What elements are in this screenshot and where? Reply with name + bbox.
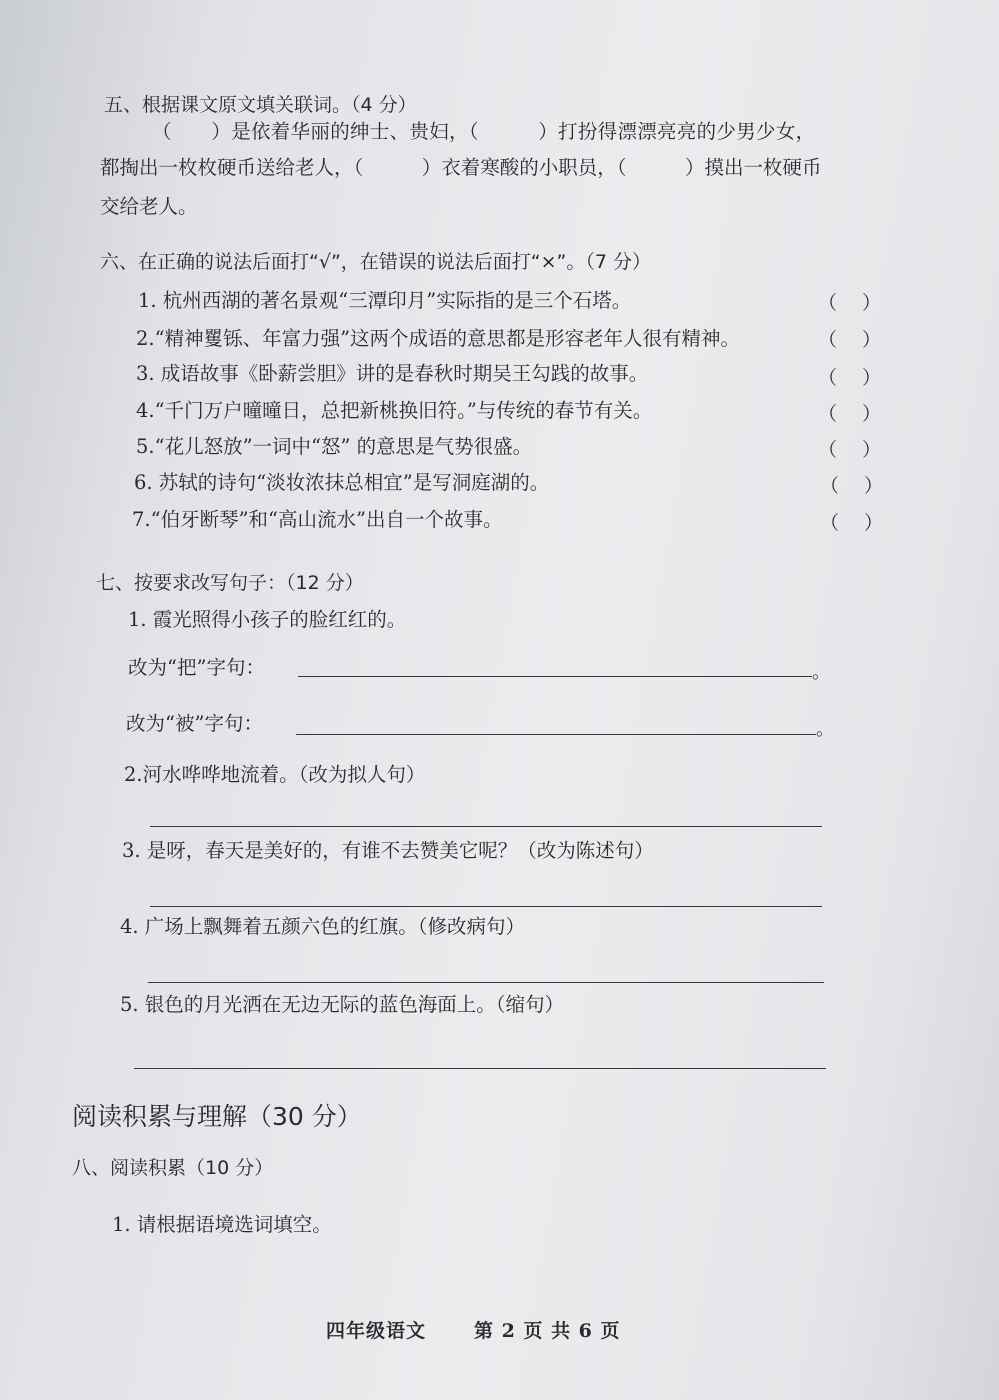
rewrite-question-1: 1. 霞光照得小孩子的脸红红的。 (128, 608, 407, 631)
judge-item: 6. 苏轼的诗句“淡妆浓抹总相宜”是写洞庭湖的。 (134, 471, 550, 494)
rewrite-1a-label: 改为“把”字句： (128, 656, 265, 679)
answer-paren: （ ） (818, 292, 882, 314)
footer-subject: 四年级语文 (326, 1320, 427, 1342)
section-5-heading: 五、根据课文原文填关联词。（4 分） (104, 94, 417, 116)
answer-paren: （ ） (818, 367, 882, 389)
rewrite-1b-label: 改为“被”字句： (126, 712, 263, 735)
answer-line[interactable] (148, 982, 824, 983)
rewrite-question-4: 4. 广场上飘舞着五颜六色的红旗。（修改病句） (120, 915, 526, 938)
section-5-line-3: 交给老人。 (100, 195, 198, 218)
rewrite-question-3: 3. 是呀，春天是美好的，有谁不去赞美它呢？（改为陈述句） (122, 839, 654, 862)
answer-paren: （ ） (818, 403, 882, 425)
answer-paren: （ ） (820, 512, 884, 534)
section-6-heading: 六、在正确的说法后面打“√”，在错误的说法后面打“×”。（7 分） (100, 251, 652, 273)
answer-line[interactable] (296, 734, 816, 735)
period-mark: 。 (812, 662, 830, 683)
answer-line[interactable] (150, 826, 822, 827)
judge-item: 4.“千门万户曈曈日，总把新桃换旧符。”与传统的春节有关。 (136, 399, 653, 422)
rewrite-question-5: 5. 银色的月光洒在无边无际的蓝色海面上。（缩句） (120, 993, 565, 1016)
judge-item: 3. 成语故事《卧薪尝胆》讲的是春秋时期吴王勾践的故事。 (136, 362, 649, 385)
answer-paren: （ ） (818, 439, 882, 461)
judge-item: 5.“花儿怒放”一词中“怒” 的意思是气势很盛。 (136, 435, 533, 458)
section-5-line-2: 都掏出一枚枚硬币送给老人，（ ）衣着寒酸的小职员，（ ）摸出一枚硬币 (100, 156, 822, 179)
answer-paren: （ ） (820, 475, 884, 497)
answer-line[interactable] (134, 1068, 826, 1069)
period-mark: 。 (816, 719, 834, 740)
judge-item: 2.“精神矍铄、年富力强”这两个成语的意思都是形容老年人很有精神。 (136, 327, 741, 350)
reading-item-1: 1. 请根据语境选词填空。 (112, 1213, 332, 1236)
rewrite-question-2: 2.河水哗哗地流着。（改为拟人句） (124, 763, 426, 786)
answer-line[interactable] (298, 676, 812, 677)
answer-line[interactable] (150, 906, 822, 907)
reading-section-title: 阅读积累与理解（30 分） (72, 1102, 362, 1131)
footer-page-number: 第 2 页 共 6 页 (474, 1320, 621, 1342)
section-5-line-1: （ ）是依着华丽的绅士、贵妇，（ ）打扮得漂漂亮亮的少男少女， (152, 120, 816, 143)
judge-item: 1. 杭州西湖的著名景观“三潭印月”实际指的是三个石塔。 (138, 289, 632, 312)
section-7-heading: 七、按要求改写句子：（12 分） (96, 572, 364, 594)
judge-item: 7.“伯牙断琴”和“高山流水”出自一个故事。 (132, 508, 503, 531)
answer-paren: （ ） (818, 329, 882, 351)
section-8-heading: 八、阅读积累（10 分） (72, 1157, 274, 1179)
